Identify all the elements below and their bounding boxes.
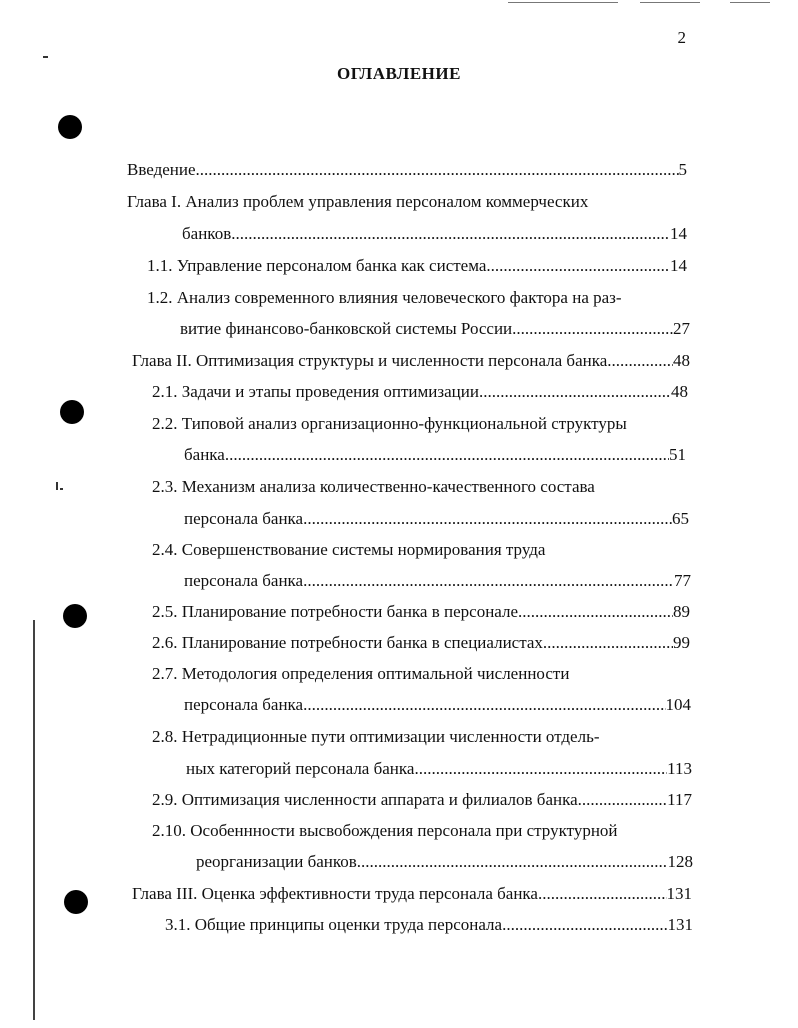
toc-leader-dots bbox=[607, 350, 673, 372]
scan-artifact-line bbox=[508, 2, 618, 3]
scan-speck bbox=[60, 488, 63, 490]
toc-leader-dots bbox=[196, 159, 679, 181]
toc-entry-2-4 bbox=[152, 539, 545, 561]
toc-leader-dots bbox=[357, 851, 668, 873]
toc-entry-page: 117 bbox=[667, 790, 692, 809]
toc-entry-text: 2.10. Особеннности высвобождения персонала при структурной bbox=[152, 821, 618, 840]
toc-entry-page: 99 bbox=[673, 633, 690, 652]
toc-entry-text: витие финансово-банковской системы России bbox=[180, 319, 513, 338]
toc-entry-text: ных категорий персонала банка bbox=[186, 759, 415, 778]
toc-leader-dots bbox=[578, 789, 667, 811]
toc-entry-2-3-cont bbox=[184, 508, 689, 530]
toc-entry-page: 14 bbox=[670, 224, 687, 243]
toc-entry-text: 2.1. Задачи и этапы проведения оптимизации bbox=[152, 382, 479, 401]
scan-artifact-line bbox=[730, 2, 770, 3]
toc-entry-page: 77 bbox=[674, 571, 691, 590]
toc-leader-dots bbox=[225, 444, 669, 466]
toc-leader-dots bbox=[303, 570, 674, 592]
toc-entry-text: 2.6. Планирование потребности банка в специалистах bbox=[152, 633, 543, 652]
toc-entry-text: Глава I. Анализ проблем управления персоналом коммерческих bbox=[127, 192, 589, 211]
toc-entry-text: 3.1. Общие принципы оценки труда персонала bbox=[165, 915, 503, 934]
toc-entry-text: 2.2. Типовой анализ организационно-функциональной структуры bbox=[152, 414, 627, 433]
toc-leader-dots bbox=[538, 883, 667, 905]
toc-entry-text: персонала банка bbox=[184, 509, 304, 528]
punch-hole bbox=[58, 115, 82, 139]
toc-entry-2-10 bbox=[152, 820, 618, 842]
punch-hole bbox=[64, 890, 88, 914]
toc-entry-text: 2.3. Механизм анализа количественно-качественного состава bbox=[152, 477, 595, 496]
toc-leader-dots bbox=[231, 223, 670, 245]
toc-entry-3-1 bbox=[165, 914, 693, 936]
toc-entry-2-8-cont bbox=[186, 758, 692, 780]
toc-entry-2-7-cont bbox=[184, 694, 691, 716]
toc-entry-text: персонала банка bbox=[184, 695, 304, 714]
page-number: 2 bbox=[677, 28, 686, 47]
toc-entry-page: 128 bbox=[667, 852, 693, 871]
toc-entry-2-7 bbox=[152, 663, 569, 685]
scan-artifact-line bbox=[640, 2, 700, 3]
punch-hole bbox=[60, 400, 84, 424]
toc-entry-2-5 bbox=[152, 601, 690, 623]
toc-entry-chapter-2 bbox=[132, 350, 690, 372]
toc-entry-2-2-cont bbox=[184, 444, 686, 466]
toc-entry-page: 65 bbox=[672, 509, 689, 528]
toc-entry-chapter-1-cont bbox=[182, 223, 687, 245]
toc-leader-dots bbox=[303, 694, 665, 716]
toc-entry-2-8 bbox=[152, 726, 600, 748]
toc-entry-text: 2.4. Совершенствование системы нормирования труда bbox=[152, 540, 546, 559]
toc-entry-page: 48 bbox=[673, 351, 690, 370]
toc-entry-page: 131 bbox=[666, 884, 692, 903]
toc-entry-1-1 bbox=[147, 255, 687, 277]
toc-entry-page: 14 bbox=[670, 256, 687, 275]
toc-leader-dots bbox=[303, 508, 672, 530]
toc-entry-page: 51 bbox=[669, 445, 686, 464]
punch-hole bbox=[63, 604, 87, 628]
toc-entry-2-10-cont bbox=[196, 851, 693, 873]
toc-entry-introduction bbox=[127, 159, 687, 181]
toc-entry-text: Глава II. Оптимизация структуры и численности персонала банка bbox=[132, 351, 608, 370]
toc-leader-dots bbox=[486, 255, 670, 277]
toc-leader-dots bbox=[512, 318, 673, 340]
toc-entry-text: 1.2. Анализ современного влияния человеческого фактора на раз- bbox=[147, 288, 622, 307]
toc-entry-1-2-cont bbox=[180, 318, 690, 340]
toc-entry-2-6 bbox=[152, 632, 690, 654]
toc-entry-text: 2.7. Методология определения оптимальной численности bbox=[152, 664, 570, 683]
toc-entry-2-2 bbox=[152, 413, 627, 435]
toc-entry-text: 2.5. Планирование потребности банка в персонале bbox=[152, 602, 519, 621]
toc-leader-dots bbox=[479, 381, 671, 403]
toc-title: ОГЛАВЛЕНИЕ bbox=[337, 64, 461, 83]
toc-leader-dots bbox=[502, 914, 667, 936]
toc-entry-text: Введение bbox=[127, 160, 196, 179]
scan-left-edge bbox=[33, 620, 35, 1020]
toc-leader-dots bbox=[518, 601, 673, 623]
toc-entry-page: 113 bbox=[667, 759, 692, 778]
toc-entry-text: реорганизации банков bbox=[196, 852, 357, 871]
toc-entry-text: 1.1. Управление персоналом банка как система bbox=[147, 256, 487, 275]
scan-speck bbox=[56, 482, 58, 490]
toc-entry-text: банков bbox=[182, 224, 232, 243]
toc-entry-page: 5 bbox=[678, 160, 687, 179]
toc-entry-2-9 bbox=[152, 789, 692, 811]
toc-entry-text: Глава III. Оценка эффективности труда персонала банка bbox=[132, 884, 538, 903]
scan-speck bbox=[43, 56, 48, 58]
toc-entry-2-3 bbox=[152, 476, 595, 498]
toc-entry-1-2 bbox=[147, 287, 622, 309]
toc-entry-chapter-3 bbox=[132, 883, 692, 905]
toc-entry-page: 104 bbox=[665, 695, 691, 714]
toc-entry-text: 2.9. Оптимизация численности аппарата и филиалов банка bbox=[152, 790, 578, 809]
toc-entry-2-4-cont bbox=[184, 570, 691, 592]
toc-entry-page: 48 bbox=[671, 382, 688, 401]
toc-entry-page: 27 bbox=[673, 319, 690, 338]
toc-entry-text: персонала банка bbox=[184, 571, 304, 590]
toc-entry-page: 89 bbox=[673, 602, 690, 621]
toc-entry-2-1 bbox=[152, 381, 688, 403]
toc-leader-dots bbox=[543, 632, 673, 654]
toc-entry-text: банка bbox=[184, 445, 225, 464]
toc-entry-chapter-1 bbox=[127, 191, 588, 213]
toc-entry-page: 131 bbox=[667, 915, 693, 934]
toc-leader-dots bbox=[414, 758, 667, 780]
toc-entry-text: 2.8. Нетрадиционные пути оптимизации численности отдель- bbox=[152, 727, 600, 746]
